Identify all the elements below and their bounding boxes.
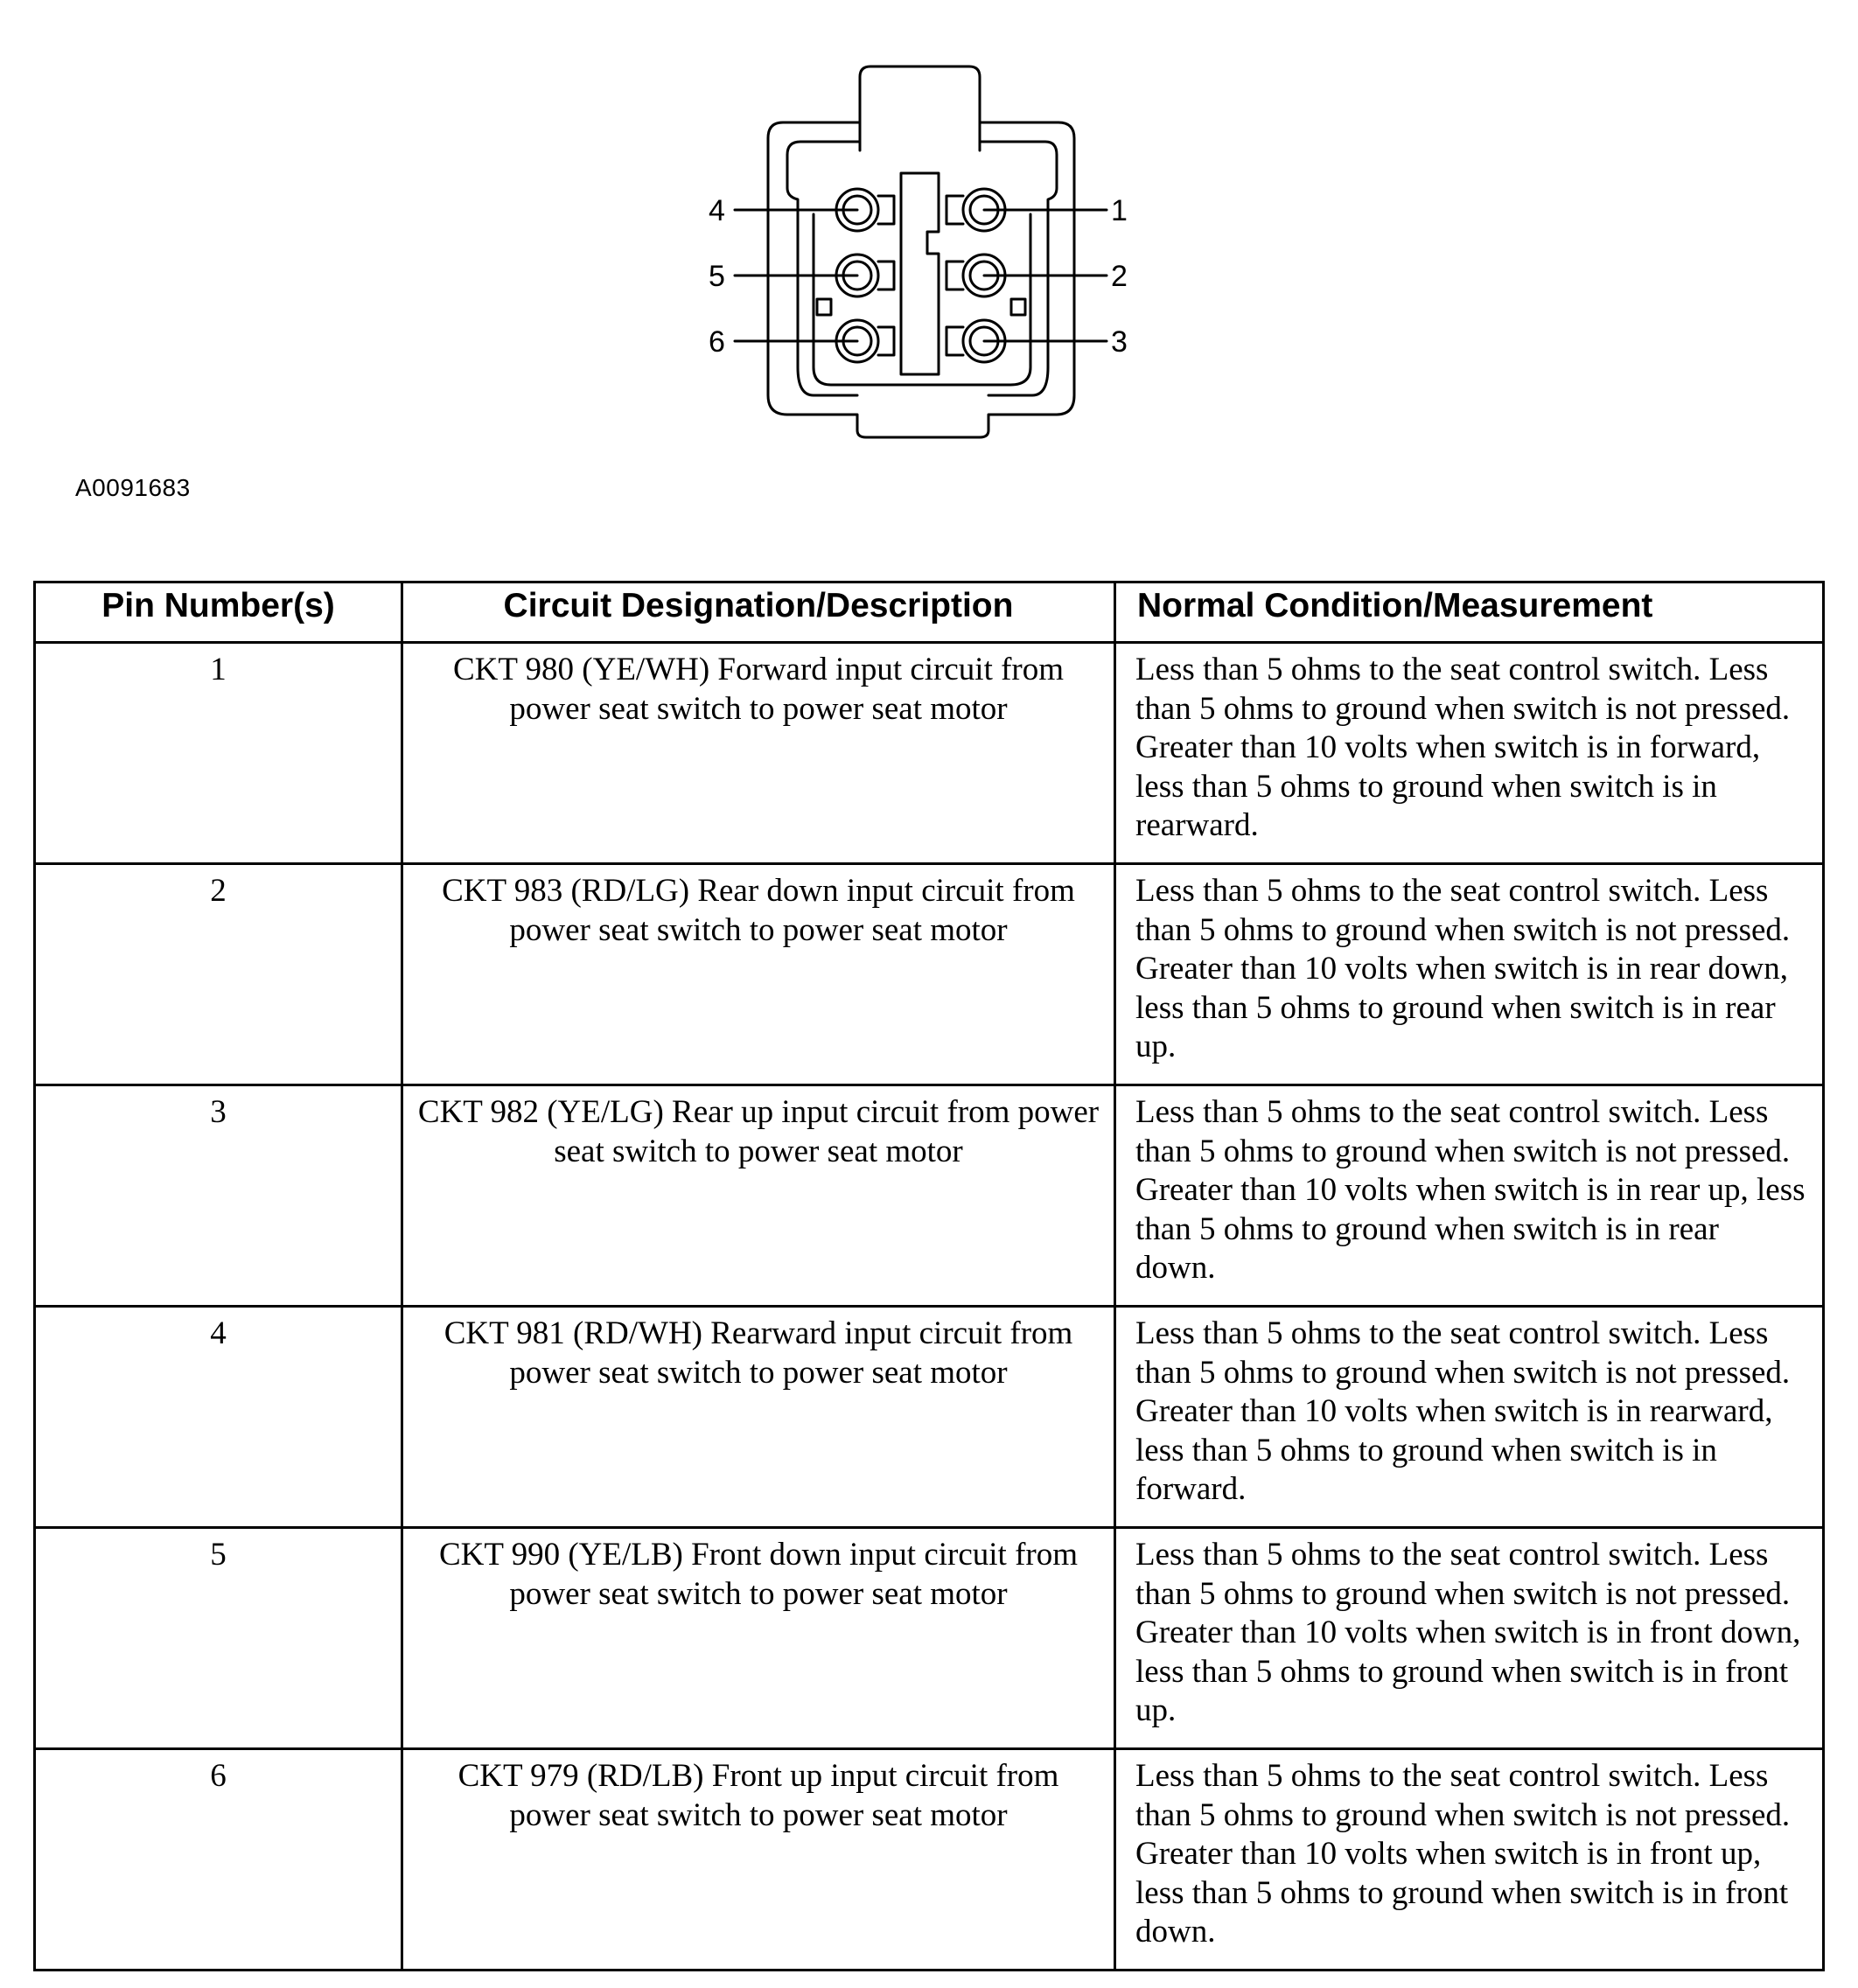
circuit-description-cell: CKT 979 (RD/LB) Front up input circuit from power seat switch to power seat motor [402, 1749, 1115, 1971]
pin-table [33, 581, 1825, 1971]
circuit-description-cell: CKT 990 (YE/LB) Front down input circuit from power seat switch to power seat motor [402, 1528, 1115, 1749]
circuit-description-cell: CKT 980 (YE/WH) Forward input circuit from power seat switch to power seat motor [402, 643, 1115, 864]
pin-label-6: 6 [709, 325, 725, 359]
pin-number-cell: 1 [35, 643, 402, 864]
pin-label-3: 3 [1111, 325, 1128, 359]
measurement-cell: Less than 5 ohms to the seat control switch. Less than 5 ohms to ground when switch is not pressed. Greater than 10 volts when switch is in rear up, less than 5 ohms to ground when switch is in rear down. [1115, 1085, 1824, 1307]
table-row [35, 1749, 1824, 1971]
pin-number-cell: 2 [35, 864, 402, 1085]
measurement-cell: Less than 5 ohms to the seat control switch. Less than 5 ohms to ground when switch is not pressed. Greater than 10 volts when switch is in rearward, less than 5 ohms to ground when switch is in forward. [1115, 1307, 1824, 1528]
table-row [35, 1528, 1824, 1749]
pin-number-cell: 4 [35, 1307, 402, 1528]
circuit-description-cell: CKT 981 (RD/WH) Rearward input circuit from power seat switch to power seat motor [402, 1307, 1115, 1528]
header-pin-number: Pin Number(s) [35, 582, 402, 643]
circuit-description-cell: CKT 982 (YE/LG) Rear up input circuit from power seat switch to power seat motor [402, 1085, 1115, 1307]
table-row [35, 1307, 1824, 1528]
table-row [35, 1085, 1824, 1307]
connector-top-tab [860, 66, 980, 150]
pin-label-4: 4 [709, 194, 725, 227]
measurement-cell: Less than 5 ohms to the seat control switch. Less than 5 ohms to ground when switch is not pressed. Greater than 10 volts when switch is in rear down, less than 5 ohms to ground when switch is in rear up. [1115, 864, 1824, 1085]
measurement-cell: Less than 5 ohms to the seat control switch. Less than 5 ohms to ground when switch is not pressed. Greater than 10 volts when switch is in forward, less than 5 ohms to ground when switch is in rearward. [1115, 643, 1824, 864]
pin-leader-lines [735, 210, 1107, 341]
figure-id: A0091683 [75, 474, 191, 501]
connector-housing-inner [787, 142, 1057, 395]
connector-diagram [682, 52, 1172, 455]
table-header-row [35, 582, 1824, 643]
header-circuit-description: Circuit Designation/Description [402, 582, 1115, 643]
measurement-cell: Less than 5 ohms to the seat control switch. Less than 5 ohms to ground when switch is not pressed. Greater than 10 volts when switch is in front down, less than 5 ohms to ground when switch is in front up. [1115, 1528, 1824, 1749]
table-row [35, 643, 1824, 864]
pin-label-1: 1 [1111, 194, 1128, 227]
pin-number-cell: 5 [35, 1528, 402, 1749]
header-normal-condition: Normal Condition/Measurement [1115, 582, 1824, 643]
pin-label-2: 2 [1111, 260, 1128, 293]
connector-center-bar [901, 173, 939, 374]
pin-number-cell: 3 [35, 1085, 402, 1307]
table-row [35, 864, 1824, 1085]
pin-number-cell: 6 [35, 1749, 402, 1971]
measurement-cell: Less than 5 ohms to the seat control switch. Less than 5 ohms to ground when switch is not pressed. Greater than 10 volts when switch is in front up, less than 5 ohms to ground when switch is in front down. [1115, 1749, 1824, 1971]
pin-label-5: 5 [709, 260, 725, 293]
circuit-description-cell: CKT 983 (RD/LG) Rear down input circuit from power seat switch to power seat motor [402, 864, 1115, 1085]
